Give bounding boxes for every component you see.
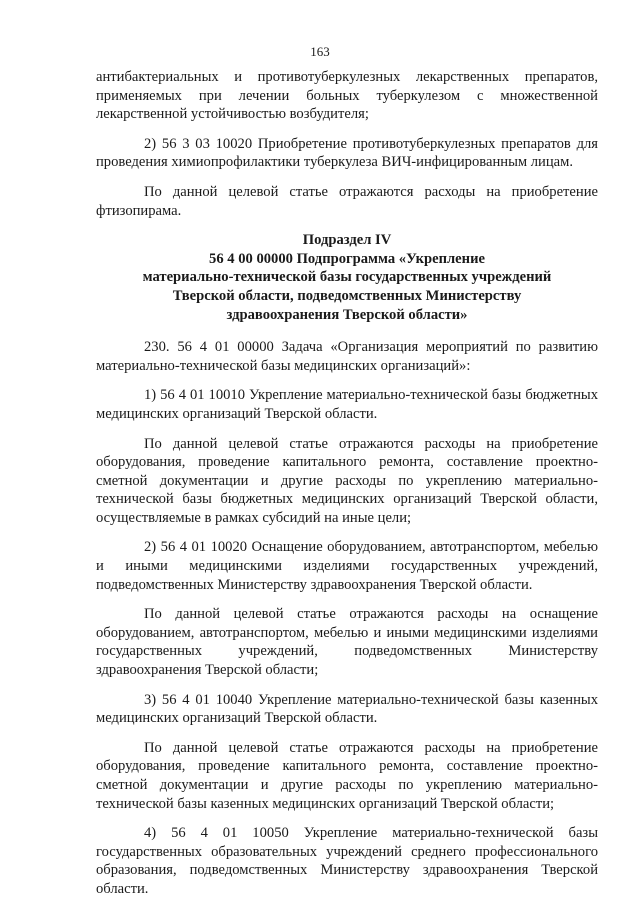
paragraph-item-1: 1) 56 4 01 10010 Укрепление материально-технической базы бюджетных медицинских организаций Тверской области. <box>96 387 598 422</box>
paragraph-item-4: 4) 56 4 01 10050 Укрепление материально-технической базы государственных образовательных учреждений среднего профессионального образования, подведомственных Министерству здравоохранения Тверской области. <box>96 825 598 897</box>
document-body <box>96 68 598 910</box>
paragraph-item-3: 3) 56 4 01 10040 Укрепление материально-технической базы казенных медицинских организаций Тверской области. <box>96 691 598 727</box>
paragraph-task-230: 230. 56 4 01 00000 Задача «Организация мероприятий по развитию материально-технической базы медицинских организаций»: <box>96 339 598 374</box>
paragraph-continuation: антибактериальных и противотуберкулезных лекарственных препаратов, применяемых при лечении больных туберкулезом с множественной лекарственной устойчивостью возбудителя; <box>96 69 598 123</box>
paragraph-description: По данной целевой статье отражаются расходы на оснащение оборудованием, автотранспортом, мебелью и иными медицинскими изделиями государственных учреждений, подведомственных Министерству здравоохранения Тверской области; <box>96 606 598 679</box>
page-number: 163 <box>310 44 330 59</box>
heading-line-5: здравоохранения Тверской области» <box>226 306 468 323</box>
subsection-heading <box>96 231 598 324</box>
paragraph-description: По данной целевой статье отражаются расходы на приобретение оборудования, проведение капитального ремонта, составление проектно-сметной документации и другие расходы по укреплению материально-технической базы бюджетных медицинских организаций Тверской области, осуществляемые в рамках субсидий на иные цели; <box>96 435 598 526</box>
heading-line-1: Подраздел IV <box>302 232 392 249</box>
paragraph-item-2: 2) 56 4 01 10020 Оснащение оборудованием, автотранспортом, мебелью и иными медицинскими изделиями государственных учреждений, подведомственных Министерству здравоохранения Тверской области. <box>96 539 598 593</box>
heading-line-3: материально-технической базы государственных учреждений <box>142 269 552 286</box>
paragraph-description: По данной целевой статье отражаются расходы на приобретение фтизопирама. <box>96 183 598 219</box>
paragraph-item-2: 2) 56 3 03 10020 Приобретение противотуберкулезных препаратов для проведения химиопрофилактики туберкулеза ВИЧ-инфицированным лицам. <box>96 135 598 171</box>
heading-line-2: 56 4 00 00000 Подпрограмма «Укрепление <box>209 250 485 267</box>
paragraph-description: По данной целевой статье отражаются расходы на приобретение оборудования, проведение капитального ремонта, составление проектно-сметной документации и другие расходы по укреплению материально-технической базы казенных медицинских организаций Тверской области; <box>96 739 598 812</box>
heading-line-4: Тверской области, подведомственных Министерству <box>172 287 522 304</box>
